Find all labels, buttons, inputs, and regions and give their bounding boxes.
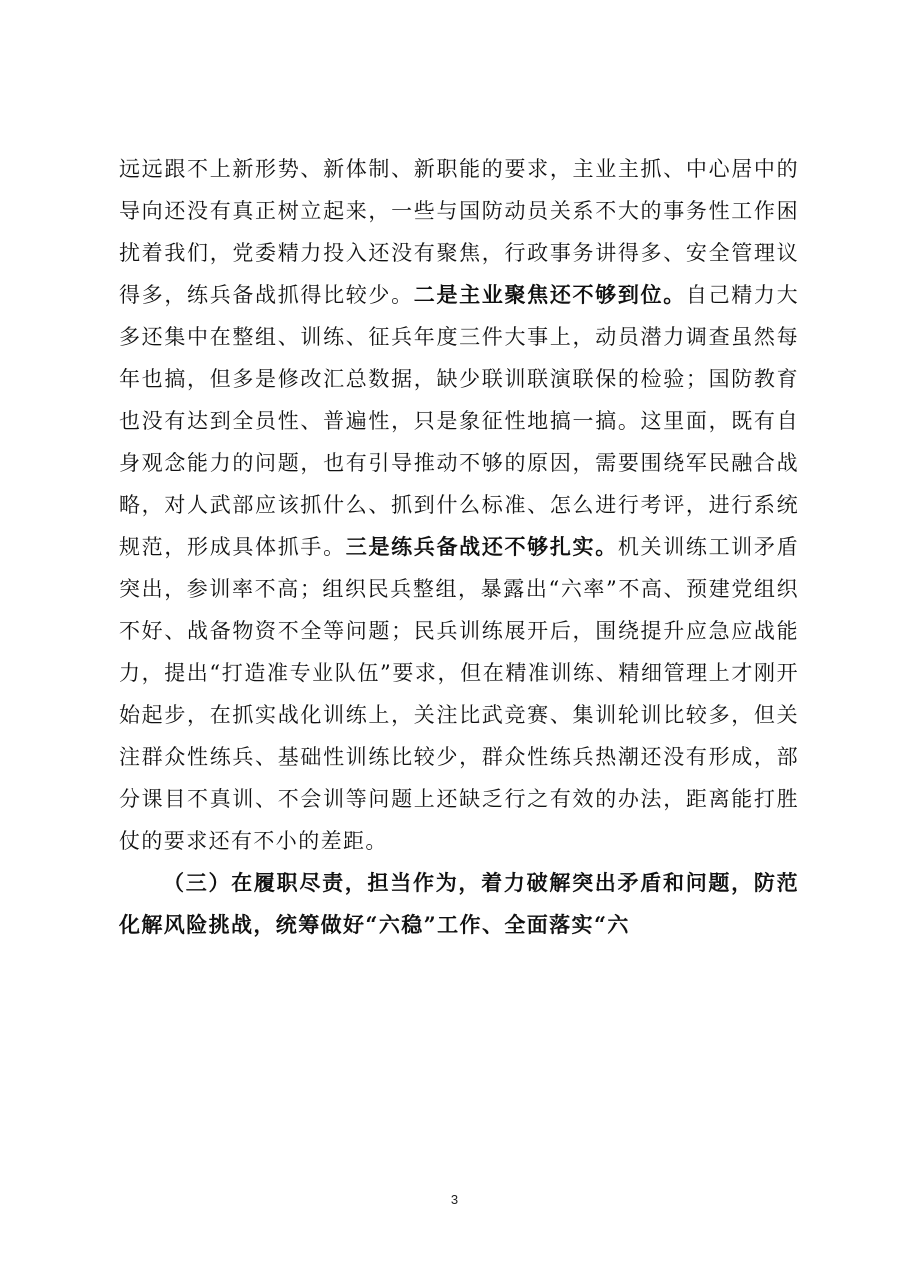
section-heading-run: （三）在履职尽责，担当作为，着力破解突出矛盾和问题，防范化解风险挑战，统筹做好“六稳”工作、全面落实“六	[119, 870, 799, 937]
body-text	[119, 148, 799, 946]
section-heading-paragraph	[119, 862, 799, 946]
text-run: 自己精力大多还集中在整组、训练、征兵年度三件大事上，动员潜力调查虽然每年也搞，但多是修改汇总数据，缺少联训联演联保的检验；国防教育也没有达到全员性、普遍性，只是象征性地搞一搞。这里面，既有自身观念能力的问题，也有引导推动不够的原因，需要围绕军民融合战略，对人武部应该抓什么、抓到什么标准、怎么进行考评，进行系统规范，形成具体抓手。	[119, 283, 799, 559]
text-run: 机关训练工训矛盾突出，参训率不高；组织民兵整组，暴露出“六率”不高、预建党组织不好、战备物资不全等问题；民兵训练展开后，围绕提升应急应战能力，提出“打造准专业队伍”要求，但在精准训练、精细管理上才刚开始起步，在抓实战化训练上，关注比武竞赛、集训轮训比较多，但关注群众性练兵、基础性训练比较少，群众性练兵热潮还没有形成，部分课目不真训、不会训等问题上还缺乏行之有效的办法，距离能打胜仗的要求还有不小的差距。	[119, 535, 800, 853]
page-number: 3	[450, 1192, 459, 1207]
text-run: 远远跟不上新形势、新体制、新职能的要求，主业主抓、中心居中的导向还没有真正树立起来，一些与国防动员关系不大的事务性工作困扰着我们，党委精力投入还没有聚焦，行政事务讲得多、安全管理议得多，练兵备战抓得比较少。	[119, 157, 799, 307]
bold-heading-run: 三是练兵备战还不够扎实。	[345, 534, 618, 559]
paragraph	[119, 148, 799, 862]
bold-heading-run: 二是主业聚焦还不够到位。	[413, 282, 686, 307]
